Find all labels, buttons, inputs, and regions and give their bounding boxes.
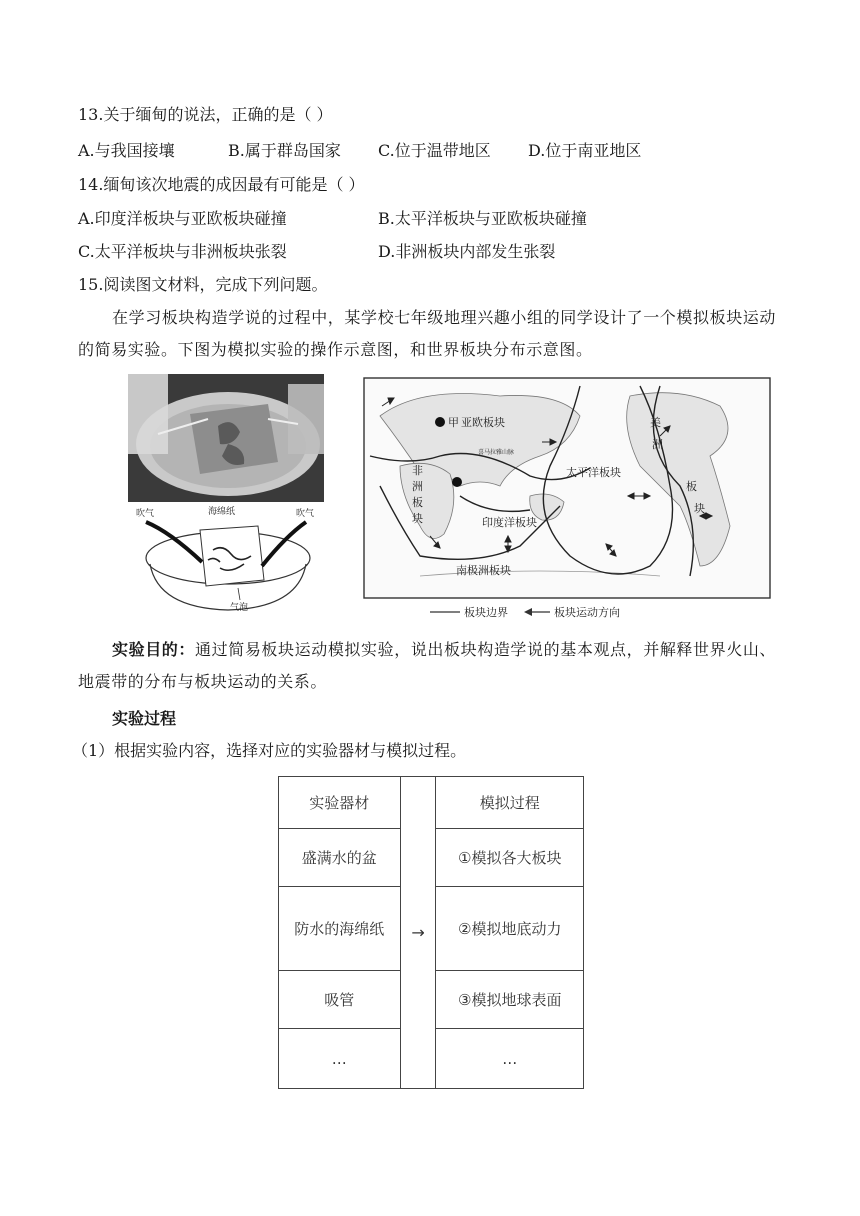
table-cell-process: ①模拟各大板块	[436, 829, 584, 887]
label-america-2: 洲	[652, 438, 663, 451]
table-cell-equipment: 盛满水的盆	[279, 829, 401, 887]
label-eurasia-plate: 亚欧板块	[461, 416, 505, 429]
table-cell-equipment: …	[279, 1029, 401, 1089]
table-cell-process: …	[436, 1029, 584, 1089]
q14-option-a: A.印度洋板块与亚欧板块碰撞	[78, 209, 287, 228]
q15-stem: 15.阅读图文材料，完成下列问题。	[78, 275, 328, 294]
table-cell-equipment: 吸管	[279, 971, 401, 1029]
q13-option-b: B.属于群岛国家	[228, 141, 341, 160]
process-step1: （1）根据实验内容，选择对应的实验器材与模拟过程。	[72, 741, 467, 760]
label-africa-2: 洲	[412, 480, 423, 493]
q13-stem: 13.关于缅甸的说法，正确的是（ ）	[78, 105, 333, 124]
q14-option-d: D.非洲板块内部发生张裂	[378, 242, 556, 261]
label-antarctic-plate: 南极洲板块	[456, 564, 511, 577]
label-pacific-plate: 太平洋板块	[566, 466, 621, 479]
q14-stem: 14.缅甸该次地震的成因最有可能是（ ）	[78, 175, 365, 194]
label-indian-plate: 印度洋板块	[482, 516, 537, 529]
q14-option-b: B.太平洋板块与亚欧板块碰撞	[378, 209, 587, 228]
bubble-label: 气泡	[230, 603, 249, 613]
straw-left	[146, 522, 202, 562]
label-africa-3: 板	[412, 496, 423, 509]
blow-right-label: 吹气	[296, 509, 315, 519]
purpose-paragraph	[78, 634, 784, 698]
purpose-label: 实验目的：	[112, 640, 196, 659]
label-africa-1: 非	[412, 464, 423, 477]
table-cell-equipment: 防水的海绵纸	[279, 887, 401, 971]
q13-option-d: D.位于南亚地区	[528, 141, 642, 160]
label-africa-4: 块	[412, 512, 423, 525]
experiment-table	[278, 776, 584, 1089]
table-header-row	[279, 777, 584, 829]
label-america-3: 板	[686, 480, 697, 493]
q13-option-a: A.与我国接壤	[78, 141, 175, 160]
world-plate-map	[360, 376, 782, 624]
point-jia	[435, 417, 445, 427]
label-himalaya: 喜马拉雅山脉	[478, 449, 515, 456]
table-arrow: →	[400, 777, 436, 1089]
point-yi	[452, 477, 462, 487]
q14-option-c: C.太平洋板块与非洲板块张裂	[78, 242, 287, 261]
q15-intro: 在学习板块构造学说的过程中，某学校七年级地理兴趣小组的同学设计了一个模拟板块运动的简易实验。下图为模拟实验的操作示意图，和世界板块分布示意图。	[78, 308, 777, 359]
table-cell-process: ②模拟地底动力	[436, 887, 584, 971]
label-jia: 甲	[448, 416, 459, 429]
process-title: 实验过程	[112, 709, 177, 728]
table-cell-process: ③模拟地球表面	[436, 971, 584, 1029]
q13-option-c: C.位于温带地区	[378, 141, 491, 160]
legend-direction-label: 板块运动方向	[554, 606, 620, 619]
straw-right	[262, 522, 306, 566]
table-header-equipment: 实验器材	[279, 777, 401, 829]
sponge-label: 海绵纸	[208, 507, 236, 517]
legend-boundary-label: 板块边界	[464, 606, 508, 619]
experiment-figure	[128, 374, 324, 622]
table-header-process: 模拟过程	[436, 777, 584, 829]
label-america-1: 美	[650, 416, 661, 429]
label-america-4: 块	[694, 502, 705, 515]
purpose-text: 通过简易板块运动模拟实验，说出板块构造学说的基本观点，并解释世界火山、地震带的分布与板块运动的关系。	[78, 640, 777, 691]
blow-left-label: 吹气	[136, 509, 155, 519]
